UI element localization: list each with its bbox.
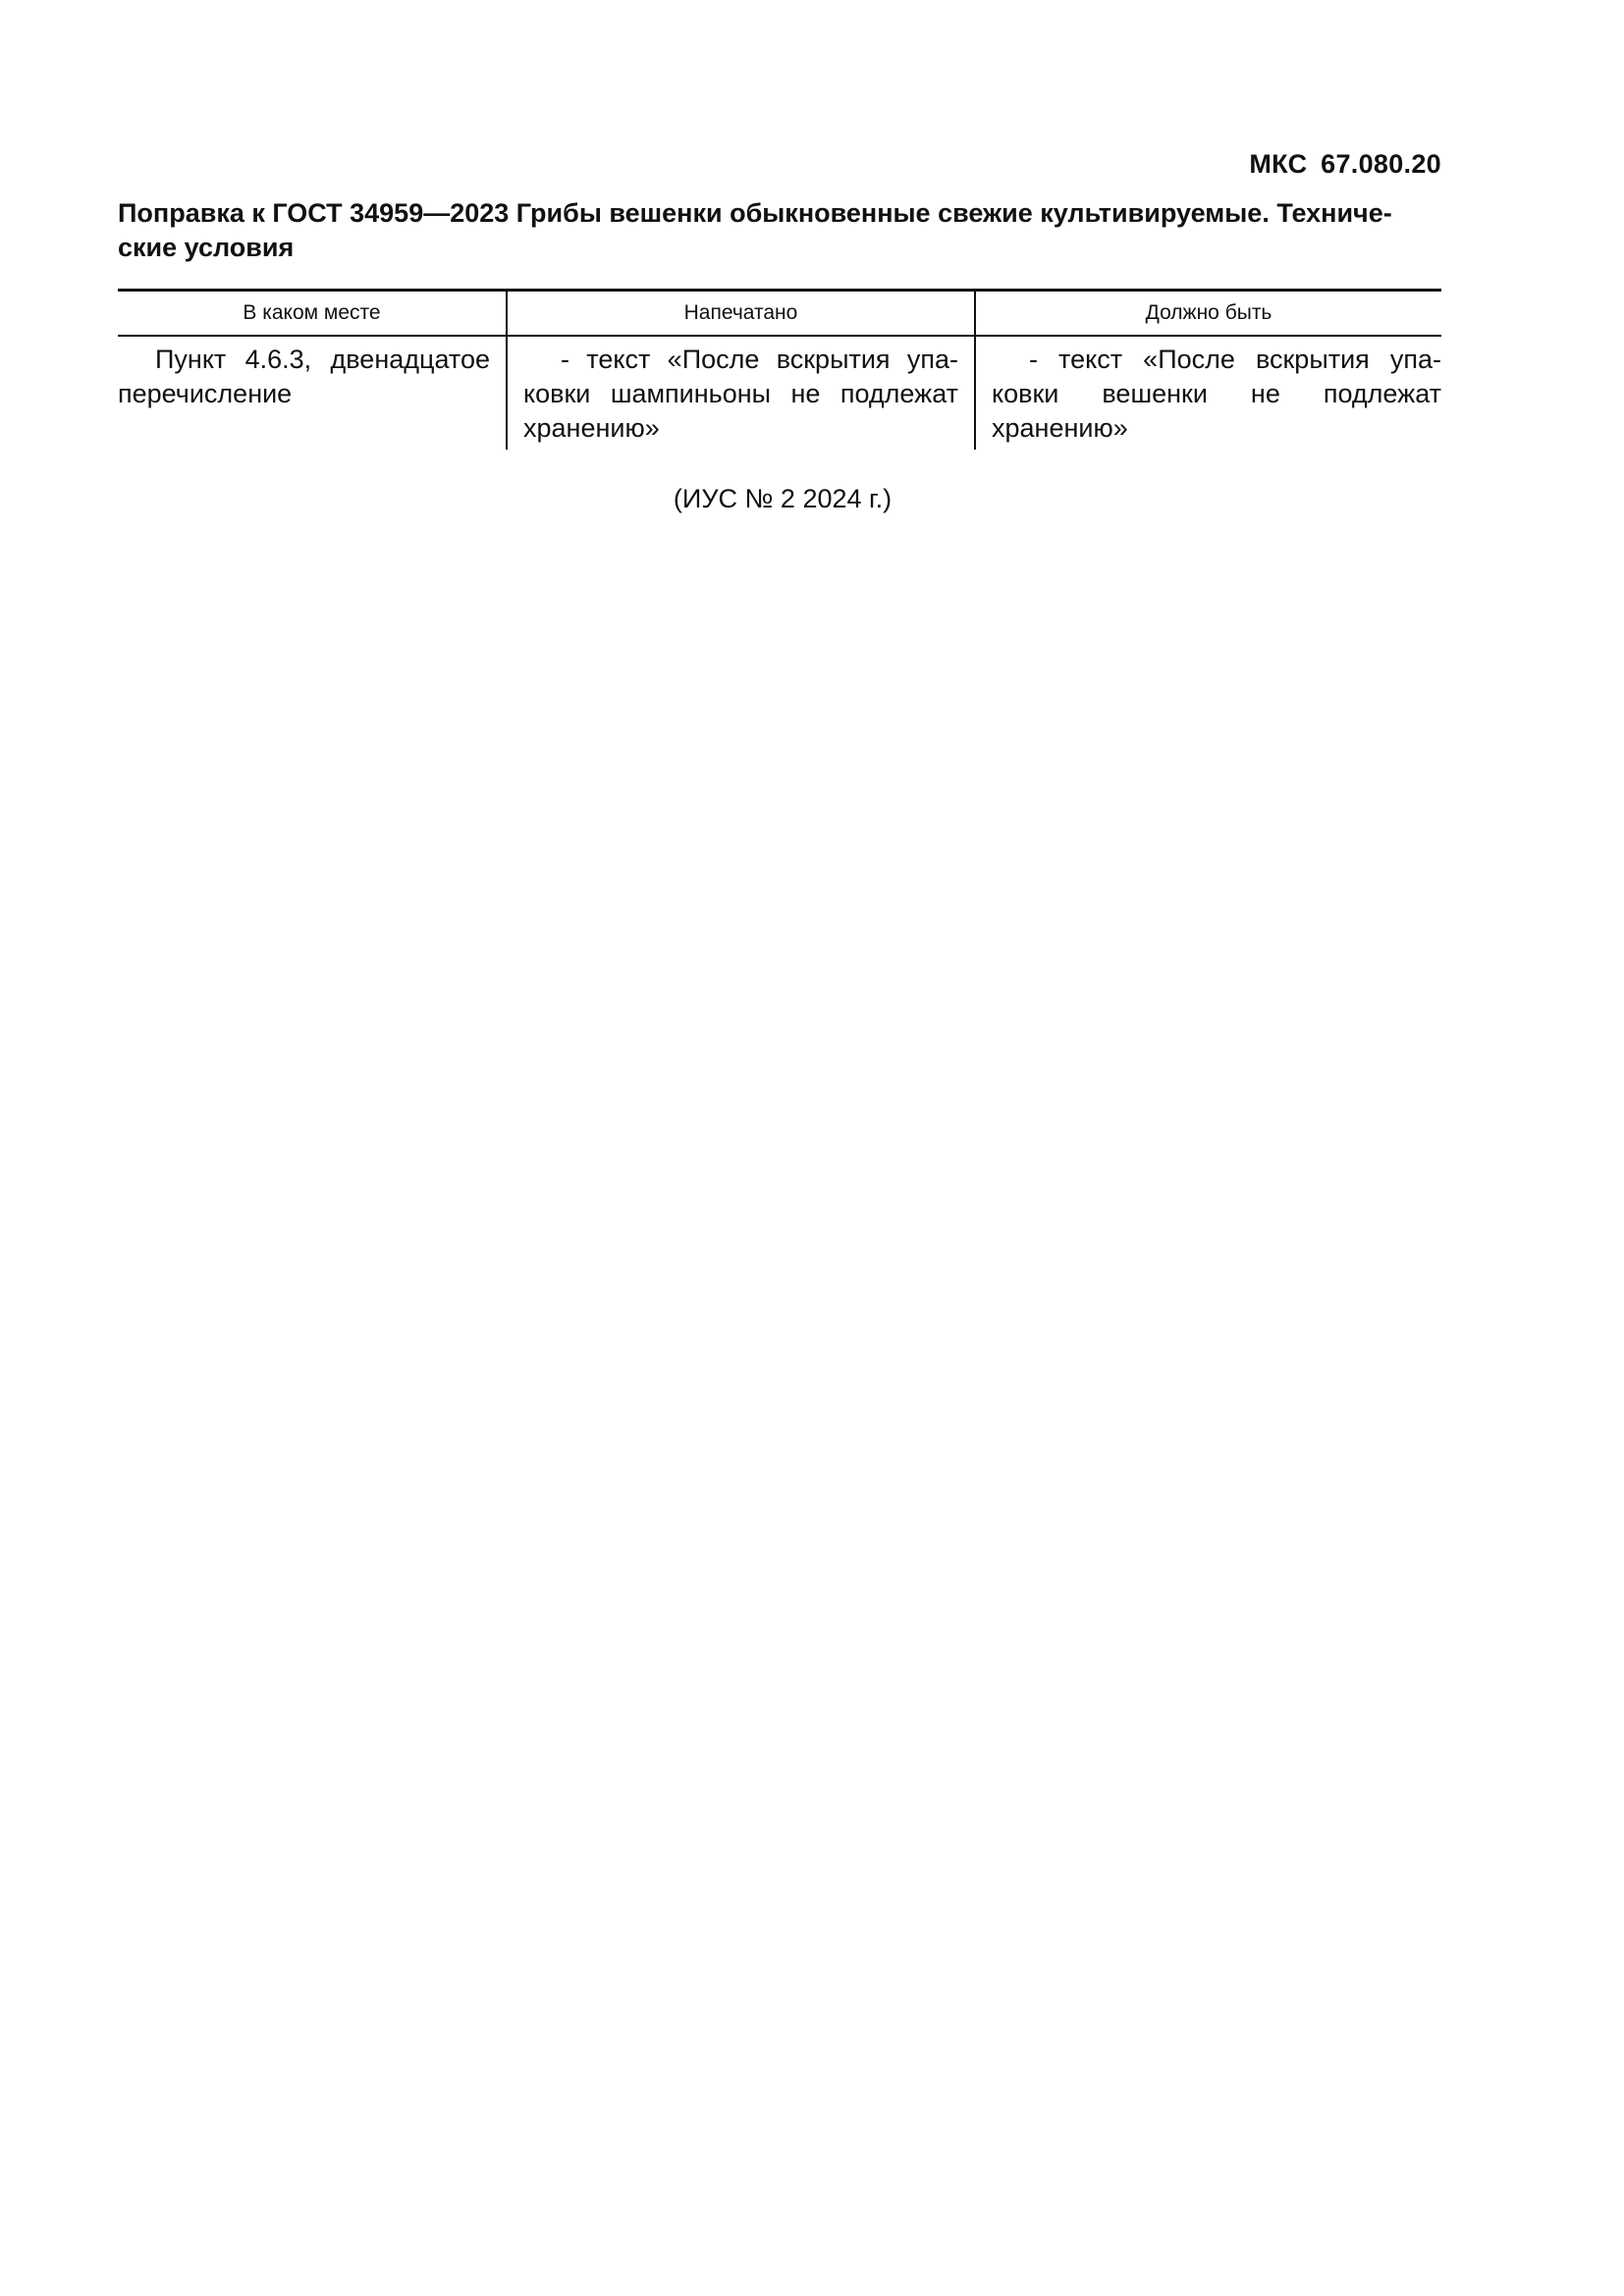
mks-code: МКС 67.080.20 (1249, 149, 1441, 179)
issue-reference: (ИУС № 2 2024 г.) (673, 484, 893, 513)
table-header-row (118, 291, 1441, 337)
document-title (118, 196, 1441, 265)
cell-place-line-2: перечисление (118, 379, 293, 408)
column-header-should-be: Должно быть (975, 291, 1441, 337)
correction-table (118, 289, 1441, 450)
cell-place-line-1: Пункт 4.6.3, двенадцатое (155, 345, 490, 374)
cell-printed-line-3: хранению» (523, 413, 660, 443)
cell-place (118, 336, 507, 450)
document-title-line-2: ские условия (118, 233, 295, 262)
column-header-printed: Напечатано (507, 291, 975, 337)
cell-printed-line-2: ковки шампиньоны не подлежат (523, 379, 958, 408)
cell-should-be (975, 336, 1441, 450)
cell-printed (507, 336, 975, 450)
cell-should-be-line-2: ковки вешенки не подлежат (992, 379, 1441, 408)
table-row (118, 336, 1441, 450)
document-title-line-1: Поправка к ГОСТ 34959—2023 Грибы вешенки обыкновенные свежие культивируемые. Техниче- (118, 198, 1392, 228)
cell-should-be-line-1: - текст «После вскрытия упа- (1029, 345, 1441, 374)
cell-printed-line-1: - текст «После вскрытия упа- (561, 345, 958, 374)
column-header-place: В каком месте (243, 301, 381, 324)
cell-should-be-line-3: хранению» (992, 413, 1128, 443)
